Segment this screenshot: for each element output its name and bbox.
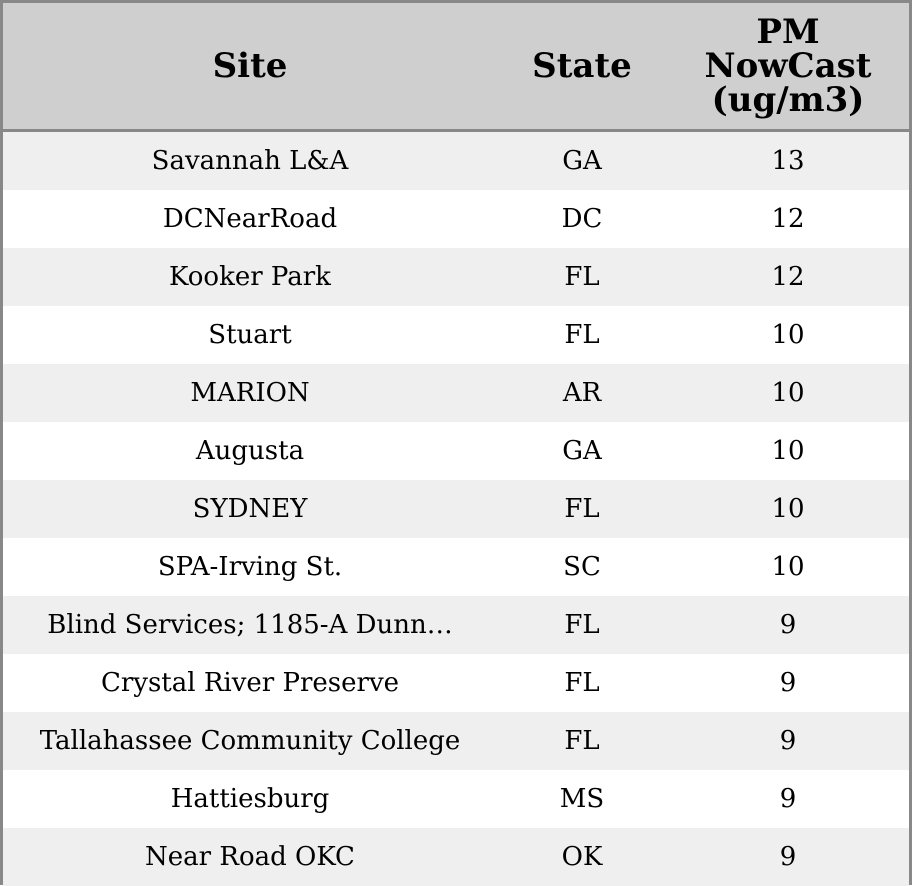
- table-body: [3, 132, 909, 886]
- cell-state: FL: [564, 668, 600, 698]
- cell-pm-nowcast: 9: [779, 668, 797, 698]
- cell-site: DCNearRoad: [162, 204, 338, 234]
- table-row: [3, 364, 909, 422]
- table-row: [3, 596, 909, 654]
- cell-state: FL: [564, 494, 600, 524]
- cell-site: Hattiesburg: [170, 784, 330, 814]
- cell-pm-nowcast: 10: [771, 320, 805, 350]
- table-row: [3, 828, 909, 886]
- cell-state: MS: [559, 784, 605, 814]
- cell-pm-nowcast: 13: [771, 146, 805, 176]
- cell-state: DC: [561, 204, 603, 234]
- cell-pm-nowcast: 12: [771, 204, 805, 234]
- cell-state: FL: [564, 262, 600, 292]
- table-header-row: [3, 3, 909, 132]
- cell-pm-nowcast: 10: [771, 436, 805, 466]
- cell-pm-nowcast: 9: [779, 784, 797, 814]
- cell-state: GA: [562, 436, 602, 466]
- table-row: [3, 538, 909, 596]
- table-row: [3, 770, 909, 828]
- cell-site: Near Road OKC: [145, 842, 355, 872]
- column-header-site: Site: [212, 46, 288, 86]
- cell-pm-nowcast: 9: [779, 726, 797, 756]
- table-row: [3, 132, 909, 190]
- cell-site: SPA-Irving St.: [157, 552, 343, 582]
- table-row: [3, 422, 909, 480]
- cell-site: Stuart: [208, 320, 292, 350]
- cell-site: Crystal River Preserve: [100, 668, 400, 698]
- cell-pm-nowcast: 9: [779, 842, 797, 872]
- cell-site: Blind Services; 1185-A Dunn…: [47, 610, 453, 640]
- cell-site: SYDNEY: [192, 494, 308, 524]
- cell-state: GA: [562, 146, 602, 176]
- cell-site: Tallahassee Community College: [39, 726, 461, 756]
- cell-state: FL: [564, 610, 600, 640]
- cell-pm-nowcast: 10: [771, 552, 805, 582]
- cell-pm-nowcast: 12: [771, 262, 805, 292]
- table-row: [3, 306, 909, 364]
- column-header-state: State: [532, 46, 632, 86]
- table-row: [3, 712, 909, 770]
- cell-state: SC: [563, 552, 601, 582]
- cell-state: OK: [561, 842, 603, 872]
- cell-state: FL: [564, 320, 600, 350]
- cell-site: Augusta: [195, 436, 305, 466]
- cell-site: MARION: [190, 378, 310, 408]
- cell-pm-nowcast: 9: [779, 610, 797, 640]
- cell-state: AR: [562, 378, 602, 408]
- table-row: [3, 480, 909, 538]
- table-row: [3, 190, 909, 248]
- cell-pm-nowcast: 10: [771, 378, 805, 408]
- cell-site: Savannah L&A: [151, 146, 349, 176]
- table-row: [3, 654, 909, 712]
- table-row: [3, 248, 909, 306]
- cell-pm-nowcast: 10: [771, 494, 805, 524]
- column-header-pm-nowcast: PM NowCast (ug/m3): [704, 12, 872, 120]
- cell-site: Kooker Park: [169, 262, 331, 292]
- cell-state: FL: [564, 726, 600, 756]
